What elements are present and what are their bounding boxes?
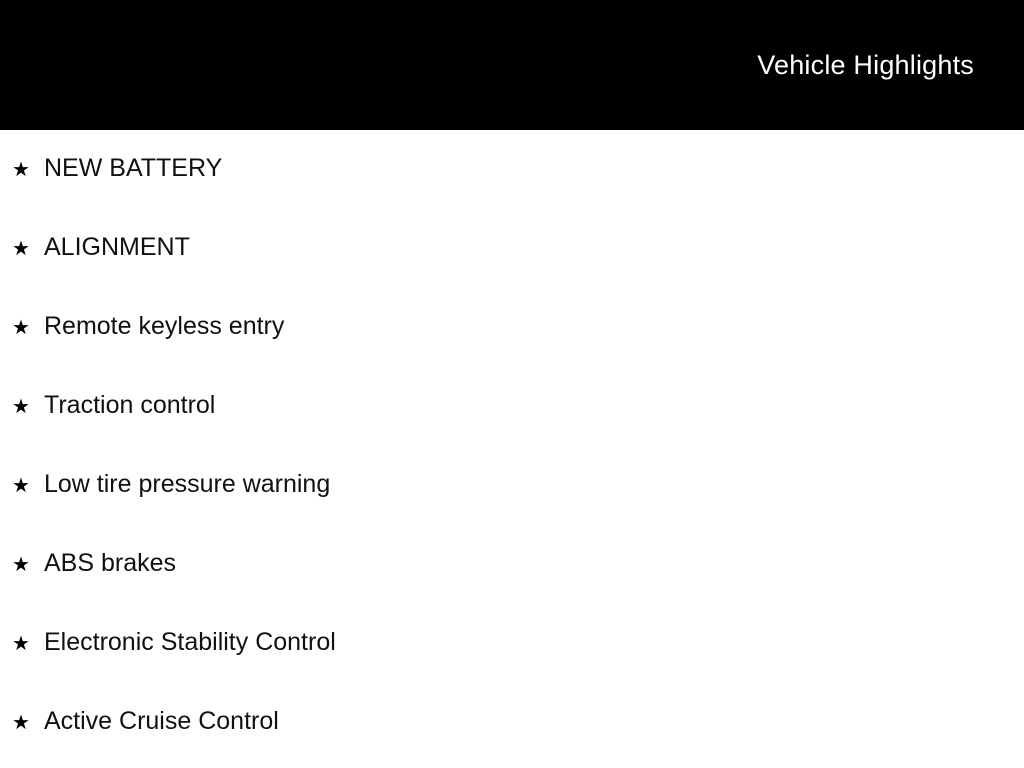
star-icon: ★ (12, 633, 30, 655)
highlight-label: Low tire pressure warning (44, 470, 331, 498)
highlight-label: Remote keyless entry (44, 312, 285, 340)
star-icon: ★ (12, 475, 30, 497)
star-icon: ★ (12, 554, 30, 576)
list-item (0, 551, 1024, 630)
list-item (0, 314, 1024, 393)
star-icon: ★ (12, 396, 30, 418)
list-item (0, 472, 1024, 551)
star-icon: ★ (12, 238, 30, 260)
list-item (0, 156, 1024, 235)
star-icon: ★ (12, 712, 30, 734)
highlight-label: NEW BATTERY (44, 154, 223, 182)
page-title: Vehicle Highlights (757, 49, 974, 80)
list-item (0, 630, 1024, 709)
highlight-label: Traction control (44, 391, 216, 419)
highlight-label: ALIGNMENT (44, 233, 190, 261)
page-header (0, 0, 1024, 130)
highlight-label: Electronic Stability Control (44, 628, 336, 656)
star-icon: ★ (12, 317, 30, 339)
vehicle-highlights-list (0, 130, 1024, 768)
highlight-label: ABS brakes (44, 549, 177, 577)
star-icon: ★ (12, 159, 30, 181)
list-item (0, 709, 1024, 768)
list-item (0, 235, 1024, 314)
list-item (0, 393, 1024, 472)
highlight-label: Active Cruise Control (44, 707, 279, 735)
